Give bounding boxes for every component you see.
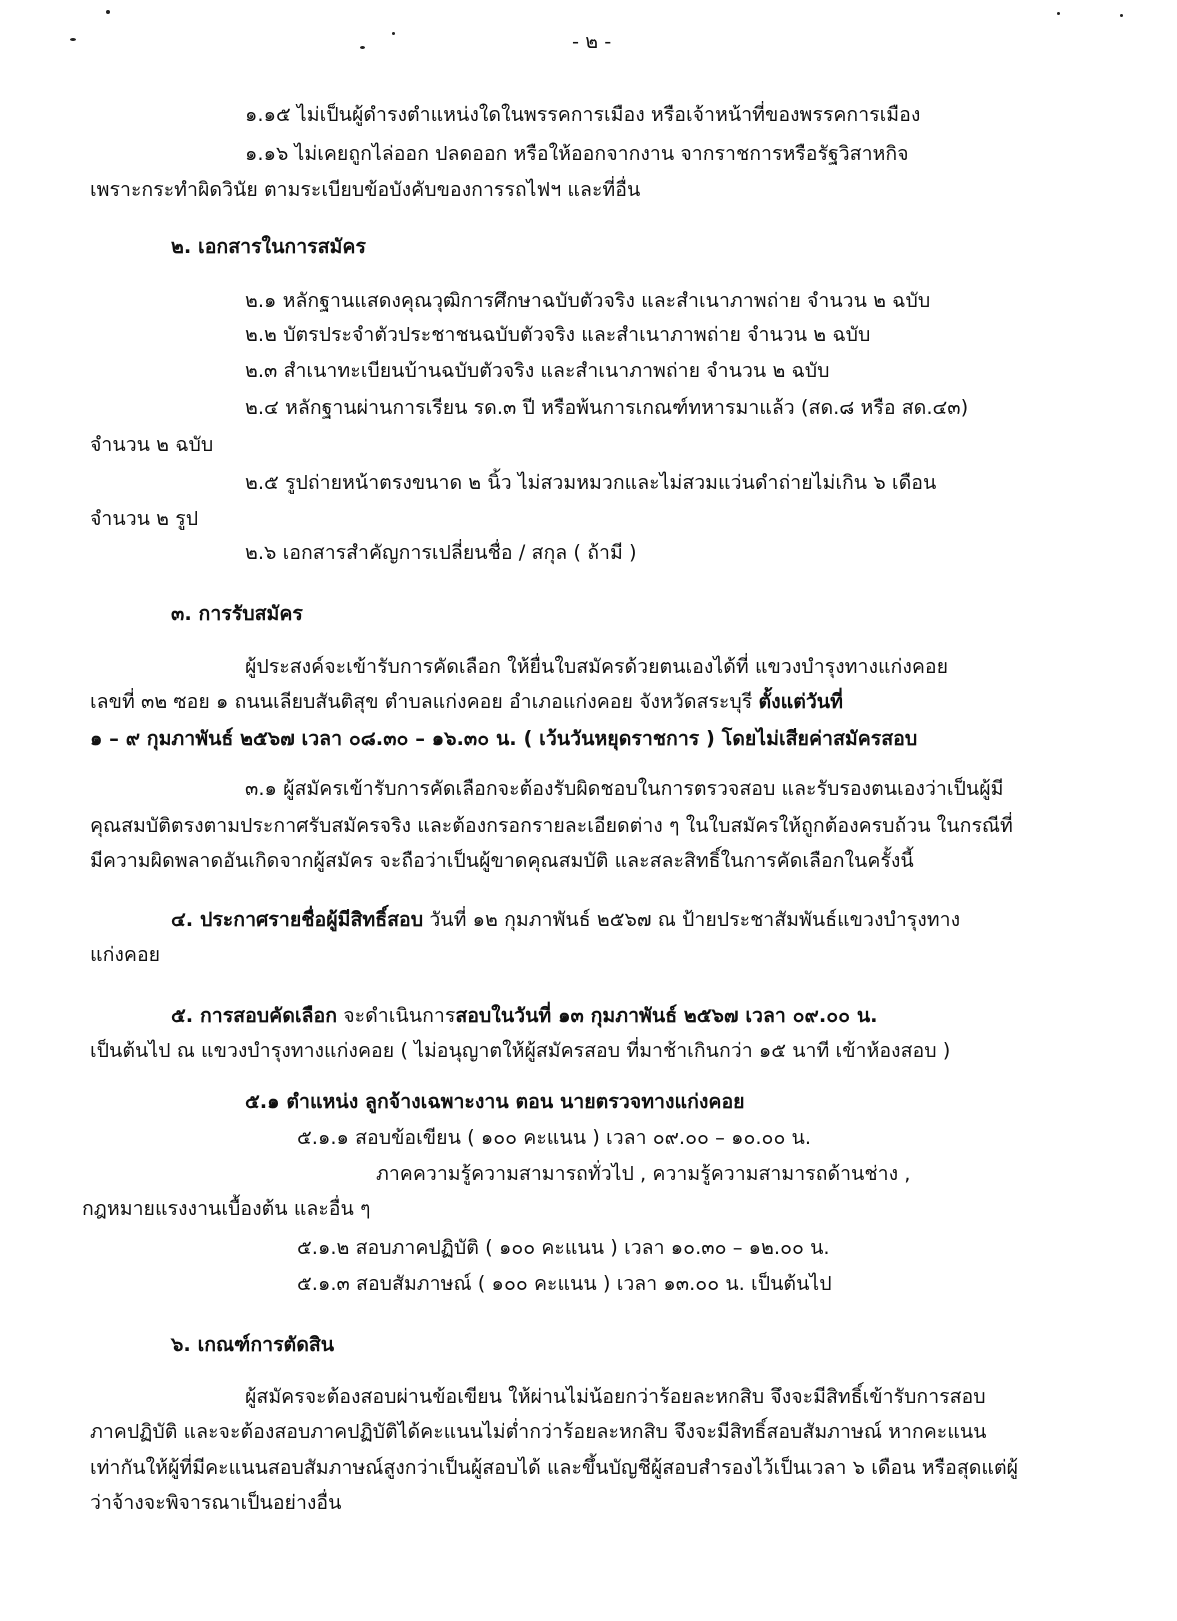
section-4-heading: ๔. ประกาศรายชื่อผู้มีสิทธิ์สอบ — [171, 908, 424, 931]
scan-speck — [106, 10, 110, 14]
section-3-p2-line3: มีความผิดพลาดอันเกิดจากผู้สมัคร จะถือว่าเป็นผู้ขาดคุณสมบัติ และสละสิทธิ์ในการคัดเลือกในครั้งนี้ — [90, 849, 914, 872]
item-1-15: ๑.๑๕ ไม่เป็นผู้ดำรงตำแหน่งใดในพรรคการเมือง หรือเจ้าหน้าที่ของพรรคการเมือง — [245, 103, 921, 126]
section-4-line2: แก่งคอย — [90, 943, 161, 966]
section-5-mid: จะดำเนินการ — [337, 1004, 456, 1027]
scan-speck — [392, 32, 395, 35]
doc-2-5: ๒.๕ รูปถ่ายหน้าตรงขนาด ๒ นิ้ว ไม่สวมหมวกและไม่สวมแว่นดำถ่ายไม่เกิน ๖ เดือน — [245, 471, 937, 494]
section-5-line2: เป็นต้นไป ณ แขวงบำรุงทางแก่งคอย ( ไม่อนุญาตให้ผู้สมัครสอบ ที่มาช้าเกินกว่า ๑๕ นาที เข้าห้องสอบ ) — [90, 1039, 951, 1062]
item-1-16: ๑.๑๖ ไม่เคยถูกไล่ออก ปลดออก หรือให้ออกจากงาน จากราชการหรือรัฐวิสาหกิจ — [245, 142, 909, 165]
exam-date-text: สอบในวันที่ ๑๓ กุมภาพันธ์ ๒๕๖๗ เวลา ๐๙.๐๐ น. — [455, 1004, 878, 1027]
section-4-detail: วันที่ ๑๒ กุมภาพันธ์ ๒๕๖๗ ณ ป้ายประชาสัมพันธ์แขวงบำรุงทาง — [423, 908, 961, 931]
section-3-p2-line2: คุณสมบัติตรงตามประกาศรับสมัครจริง และต้องกรอกรายละเอียดต่าง ๆ ในใบสมัครให้ถูกต้องครบถ้วน ในกรณีที่ — [90, 814, 1013, 837]
exam-written: ๕.๑.๑ สอบข้อเขียน ( ๑๐๐ คะแนน ) เวลา ๐๙.๐๐ – ๑๐.๐๐ น. — [297, 1126, 812, 1149]
doc-2-6: ๒.๖ เอกสารสำคัญการเปลี่ยนชื่อ / สกุล ( ถ้ามี ) — [245, 541, 637, 564]
section-3-p1-line2 — [90, 688, 843, 716]
section-6-heading: ๖. เกณฑ์การตัดสิน — [171, 1333, 335, 1356]
exam-interview: ๕.๑.๓ สอบสัมภาษณ์ ( ๑๐๐ คะแนน ) เวลา ๑๓.๐๐ น. เป็นต้นไป — [297, 1272, 832, 1295]
section-5-heading: ๕. การสอบคัดเลือก — [171, 1004, 338, 1027]
section-6-line3: เท่ากันให้ผู้ที่มีคะแนนสอบสัมภาษณ์สูงกว่าเป็นผู้สอบได้ และขึ้นบัญชีผู้สอบสำรองไว้เป็นเวลา ๖ เดือน หรือสุดแต่ผู้ — [90, 1456, 1019, 1479]
section-3-p1-line3: ๑ – ๙ กุมภาพันธ์ ๒๕๖๗ เวลา ๐๘.๓๐ – ๑๖.๓๐ น. ( เว้นวันหยุดราชการ ) โดยไม่เสียค่าสมัครสอบ — [90, 727, 918, 750]
doc-2-4-cont: จำนวน ๒ ฉบับ — [90, 433, 214, 456]
exam-practical: ๕.๑.๒ สอบภาคปฏิบัติ ( ๑๐๐ คะแนน ) เวลา ๑๐.๓๐ – ๑๒.๐๐ น. — [297, 1236, 830, 1259]
section-3-p2-line1: ๓.๑ ผู้สมัครเข้ารับการคัดเลือกจะต้องรับผิดชอบในการตรวจสอบ และรับรองตนเองว่าเป็นผู้มี — [245, 777, 1004, 800]
section-4-line1 — [171, 906, 960, 934]
section-2-heading: ๒. เอกสารในการสมัคร — [171, 235, 366, 258]
exam-written-topics-cont: กฎหมายแรงงานเบื้องต้น และอื่น ๆ — [82, 1197, 371, 1220]
address-text: เลขที่ ๓๒ ซอย ๑ ถนนเลียบสันติสุข ตำบลแก่งคอย อำเภอแก่งคอย จังหวัดสระบุรี — [90, 690, 759, 713]
doc-2-5-cont: จำนวน ๒ รูป — [90, 507, 199, 530]
doc-2-1: ๒.๑ หลักฐานแสดงคุณวุฒิการศึกษาฉบับตัวจริง และสำเนาภาพถ่าย จำนวน ๒ ฉบับ — [245, 289, 931, 312]
scan-speck — [1120, 14, 1123, 17]
period-start-text: ตั้งแต่วันที่ — [758, 690, 843, 713]
exam-position: ๕.๑ ตำแหน่ง ลูกจ้างเฉพาะงาน ตอน นายตรวจทางแก่งคอย — [245, 1090, 745, 1113]
scan-speck — [1057, 12, 1060, 15]
item-1-16-cont: เพราะกระทำผิดวินัย ตามระเบียบข้อบังคับของการรถไฟฯ และที่อื่น — [90, 178, 641, 201]
section-3-heading: ๓. การรับสมัคร — [171, 602, 303, 625]
section-3-p1-line1: ผู้ประสงค์จะเข้ารับการคัดเลือก ให้ยื่นใบสมัครด้วยตนเองได้ที่ แขวงบำรุงทางแก่งคอย — [245, 655, 949, 678]
scan-speck — [360, 46, 365, 49]
section-6-line4: ว่าจ้างจะพิจารณาเป็นอย่างอื่น — [90, 1491, 342, 1514]
section-6-line2: ภาคปฏิบัติ และจะต้องสอบภาคปฏิบัติได้คะแนนไม่ต่ำกว่าร้อยละหกสิบ จึงจะมีสิทธิ์สอบสัมภาษณ์ หากคะแนน — [90, 1420, 987, 1443]
scan-speck — [70, 38, 76, 41]
doc-2-4: ๒.๔ หลักฐานผ่านการเรียน รด.๓ ปี หรือพ้นการเกณฑ์ทหารมาแล้ว (สด.๘ หรือ สด.๔๓) — [245, 396, 969, 419]
section-5-line1 — [171, 1002, 878, 1030]
section-6-line1: ผู้สมัครจะต้องสอบผ่านข้อเขียน ให้ผ่านไม่น้อยกว่าร้อยละหกสิบ จึงจะมีสิทธิ์เข้ารับการสอบ — [245, 1385, 986, 1408]
exam-written-topics: ภาคความรู้ความสามารถทั่วไป , ความรู้ความสามารถด้านช่าง , — [376, 1162, 911, 1185]
doc-2-2: ๒.๒ บัตรประจำตัวประชาชนฉบับตัวจริง และสำเนาภาพถ่าย จำนวน ๒ ฉบับ — [245, 323, 871, 346]
doc-2-3: ๒.๓ สำเนาทะเบียนบ้านฉบับตัวจริง และสำเนาภาพถ่าย จำนวน ๒ ฉบับ — [245, 359, 830, 382]
page-number: - ๒ - — [572, 30, 612, 53]
